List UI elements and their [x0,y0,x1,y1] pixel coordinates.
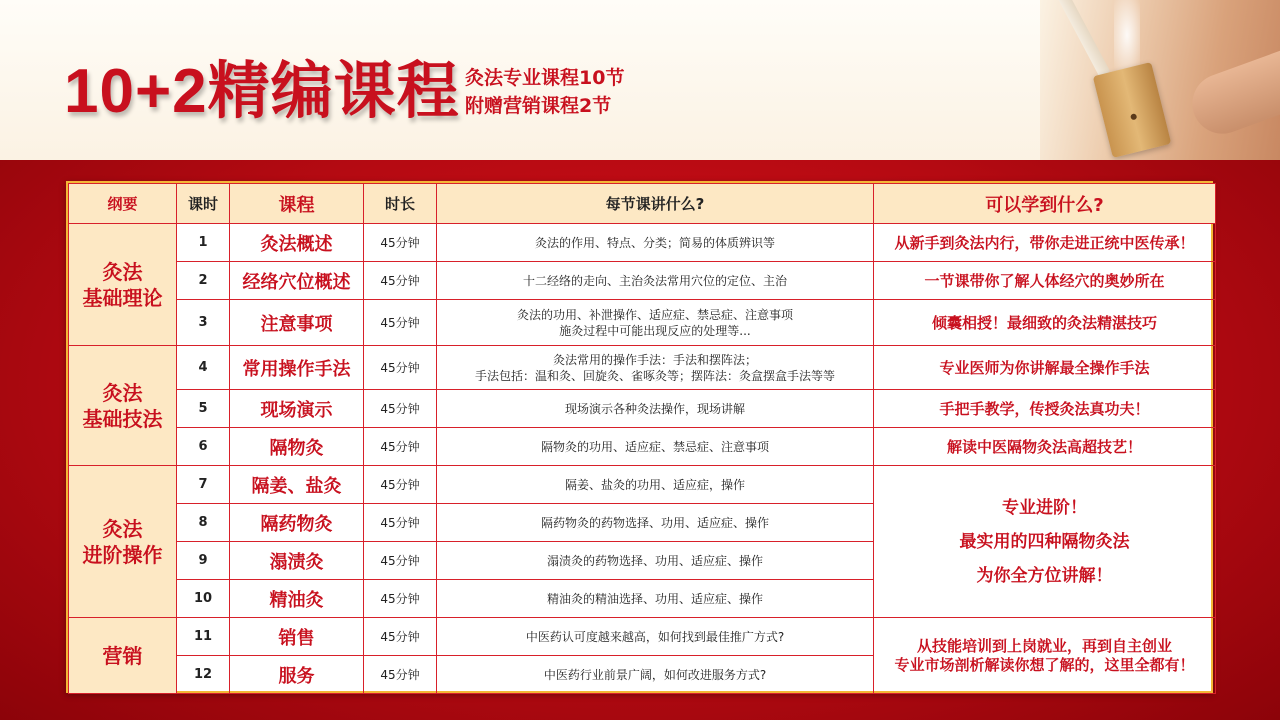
lesson-number: 7 [177,466,230,504]
learn-line: 为你全方位讲解！ [976,565,1113,586]
course-name: 溻渍灸 [230,542,364,580]
learn-outcome: 一节课带你了解人体经穴的奥妙所在 [874,262,1216,300]
section-label-line: 灸法 [102,259,143,284]
moxibustion-photo [1040,0,1280,160]
content-line: 十二经络的走向、主治灸法常用穴位的定位、主治 [522,273,787,288]
section-basic-theory [69,224,177,346]
table-row [69,428,1216,466]
section-marketing [69,618,177,694]
lesson-content [437,542,874,580]
course-name: 隔物灸 [230,428,364,466]
lesson-content [437,390,874,428]
duration: 45分钟 [364,262,437,300]
content-line: 隔姜、盐灸的功用、适应症，操作 [564,477,745,492]
lesson-content [437,428,874,466]
section-label-line: 进阶操作 [82,542,163,567]
lesson-number: 5 [177,390,230,428]
course-name: 灸法概述 [230,224,364,262]
course-name: 常用操作手法 [230,346,364,390]
content-line: 施灸过程中可能出现反应的处理等... [559,323,751,338]
section-basic-technique [69,346,177,466]
duration: 45分钟 [364,428,437,466]
lesson-number: 4 [177,346,230,390]
learn-line: 专业市场剖析解读你想了解的，这里全都有！ [894,655,1195,674]
lesson-number: 3 [177,300,230,346]
content-line: 中医药认可度越来越高，如何找到最佳推广方式? [525,629,785,644]
lesson-number: 8 [177,504,230,542]
subtitle-line-2: 附赠营销课程2节 [465,95,612,117]
duration: 45分钟 [364,656,437,694]
duration: 45分钟 [364,542,437,580]
subtitle-line-1: 灸法专业课程10节 [465,67,625,89]
content-line: 灸法常用的操作手法：手法和摆阵法； [552,352,757,367]
course-name: 精油灸 [230,580,364,618]
table-row [69,224,1216,262]
lesson-number: 10 [177,580,230,618]
header-duration: 时长 [364,184,437,224]
table-row [69,262,1216,300]
table-header-row [69,184,1216,224]
lesson-number: 1 [177,224,230,262]
section-label-line: 基础理论 [82,285,163,310]
lesson-content [437,580,874,618]
lesson-content [437,504,874,542]
table-row [69,618,1216,656]
header-outline: 纲要 [69,184,177,224]
course-name: 经络穴位概述 [230,262,364,300]
table-row [69,300,1216,346]
content-line: 手法包括：温和灸、回旋灸、雀啄灸等；摆阵法：灸盒摆盒手法等等 [474,368,835,383]
table-row [69,346,1216,390]
learn-outcome: 专业医师为你讲解最全操作手法 [874,346,1216,390]
duration: 45分钟 [364,390,437,428]
content-line: 灸法的作用、特点、分类；简易的体质辨识等 [534,235,775,250]
header-lesson-no: 课时 [177,184,230,224]
learn-outcome: 从新手到灸法内行，带你走进正统中医传承！ [874,224,1216,262]
smoke-shape [1114,0,1140,70]
table-row [69,390,1216,428]
lesson-content [437,262,874,300]
content-line: 现场演示各种灸法操作，现场讲解 [564,401,745,416]
duration: 45分钟 [364,580,437,618]
lesson-content [437,224,874,262]
moxa-box-hole [1130,113,1137,120]
duration: 45分钟 [364,224,437,262]
learn-outcome: 解读中医隔物灸法高超技艺！ [874,428,1216,466]
learn-line: 专业进阶！ [1002,497,1087,518]
learn-outcome: 倾囊相授！最细致的灸法精湛技巧 [874,300,1216,346]
section-advanced-operation [69,466,177,618]
section-label-line: 灸法 [102,516,143,541]
lesson-number: 12 [177,656,230,694]
learn-line: 最实用的四种隔物灸法 [959,531,1130,552]
lesson-number: 11 [177,618,230,656]
content-line: 隔物灸的功用、适应症、禁忌症、注意事项 [540,439,769,454]
learn-outcome-marketing [874,618,1216,694]
lesson-number: 6 [177,428,230,466]
lesson-number: 9 [177,542,230,580]
course-name: 隔药物灸 [230,504,364,542]
table-row [69,466,1216,504]
lesson-content [437,466,874,504]
header-banner [0,0,1280,160]
lesson-content [437,346,874,390]
duration: 45分钟 [364,346,437,390]
section-label-line: 灸法 [102,380,143,405]
content-line: 精油灸的精油选择、功用、适应症、操作 [546,591,763,606]
header-content: 每节课讲什么? [437,184,874,224]
learn-outcome-advanced [874,466,1216,618]
content-line: 溻渍灸的药物选择、功用、适应症、操作 [546,553,763,568]
page-title: 10+2精编课程 [64,57,460,126]
content-line: 灸法的功用、补泄操作、适应症、禁忌症、注意事项 [516,307,793,322]
course-table [66,181,1213,693]
duration: 45分钟 [364,618,437,656]
header-course: 课程 [230,184,364,224]
course-name: 现场演示 [230,390,364,428]
learn-line: 从技能培训到上岗就业，再到自主创业 [916,636,1172,655]
course-name: 注意事项 [230,300,364,346]
lesson-content [437,300,874,346]
duration: 45分钟 [364,504,437,542]
lesson-number: 2 [177,262,230,300]
lesson-content [437,618,874,656]
course-name: 服务 [230,656,364,694]
subtitle [465,64,665,120]
header-learn: 可以学到什么? [874,184,1216,224]
duration: 45分钟 [364,466,437,504]
content-line: 中医药行业前景广阔，如何改进服务方式? [543,667,767,682]
section-label-line: 基础技法 [82,406,163,431]
lesson-content [437,656,874,694]
duration: 45分钟 [364,300,437,346]
arm-shape [1184,38,1280,142]
moxa-box [1093,62,1172,158]
learn-outcome: 手把手教学，传授灸法真功夫！ [874,390,1216,428]
section-label-line: 营销 [102,643,143,668]
course-name: 隔姜、盐灸 [230,466,364,504]
moxa-stick [1058,0,1111,78]
course-name: 销售 [230,618,364,656]
content-line: 隔药物灸的药物选择、功用、适应症、操作 [540,515,769,530]
